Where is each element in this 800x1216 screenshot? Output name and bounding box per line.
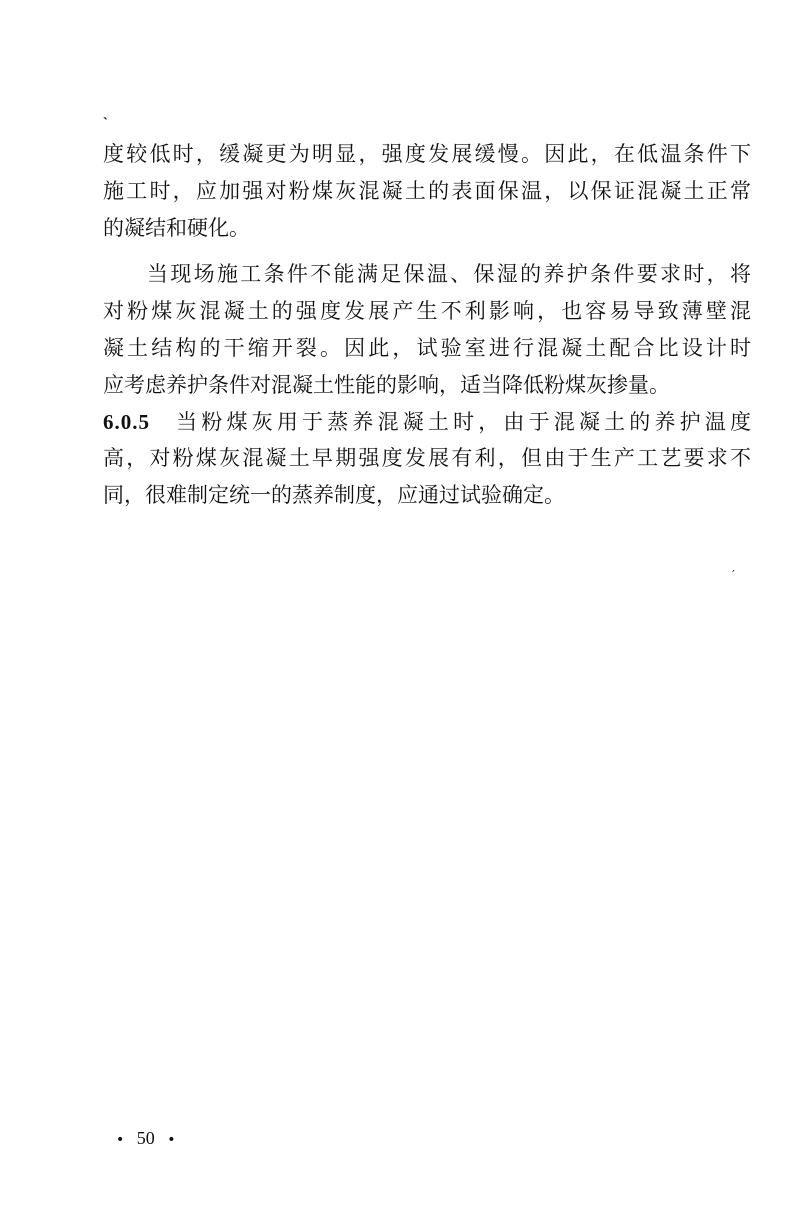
text-line-5: 对粉煤灰混凝土的强度发展产生不利影响，也容易导致薄壁混	[103, 299, 751, 324]
page-number: 50	[136, 1128, 155, 1148]
text-line-7: 应考虑养护条件对混凝土性能的影响，适当降低粉煤灰掺量。	[103, 372, 670, 397]
page-number-bullet-right: •	[167, 1131, 176, 1148]
page-number-bullet-left: •	[116, 1131, 125, 1148]
page-number-footer	[116, 1128, 176, 1149]
text-line-2: 施工时，应加强对粉煤灰混凝土的表面保温，以保证混凝土正常	[103, 178, 751, 203]
text-line-3: 的凝结和硬化。	[103, 215, 250, 240]
text-line-4: 当现场施工条件不能满足保温、保湿的养护条件要求时，将	[147, 262, 751, 287]
clause-line-6-0-5	[103, 404, 751, 441]
right-margin-mark: ′	[732, 568, 735, 582]
top-page-mark: ˴	[103, 106, 109, 125]
text-line-10: 同，很难制定统一的蒸养制度，应通过试验确定。	[103, 483, 565, 508]
text-line-6: 凝土结构的干缩开裂。因此，试验室进行混凝土配合比设计时	[103, 335, 751, 360]
text-line-1: 度较低时，缓凝更为明显，强度发展缓慢。因此，在低温条件下	[103, 142, 751, 166]
clause-text: 当粉煤灰用于蒸养混凝土时，由于混凝土的养护温度	[172, 409, 751, 434]
text-line-9: 高，对粉煤灰混凝土早期强度发展有利，但由于生产工艺要求不	[103, 446, 751, 471]
paragraph-gap	[103, 246, 751, 256]
body-text	[103, 136, 751, 514]
clause-number: 6.0.5	[103, 409, 150, 434]
